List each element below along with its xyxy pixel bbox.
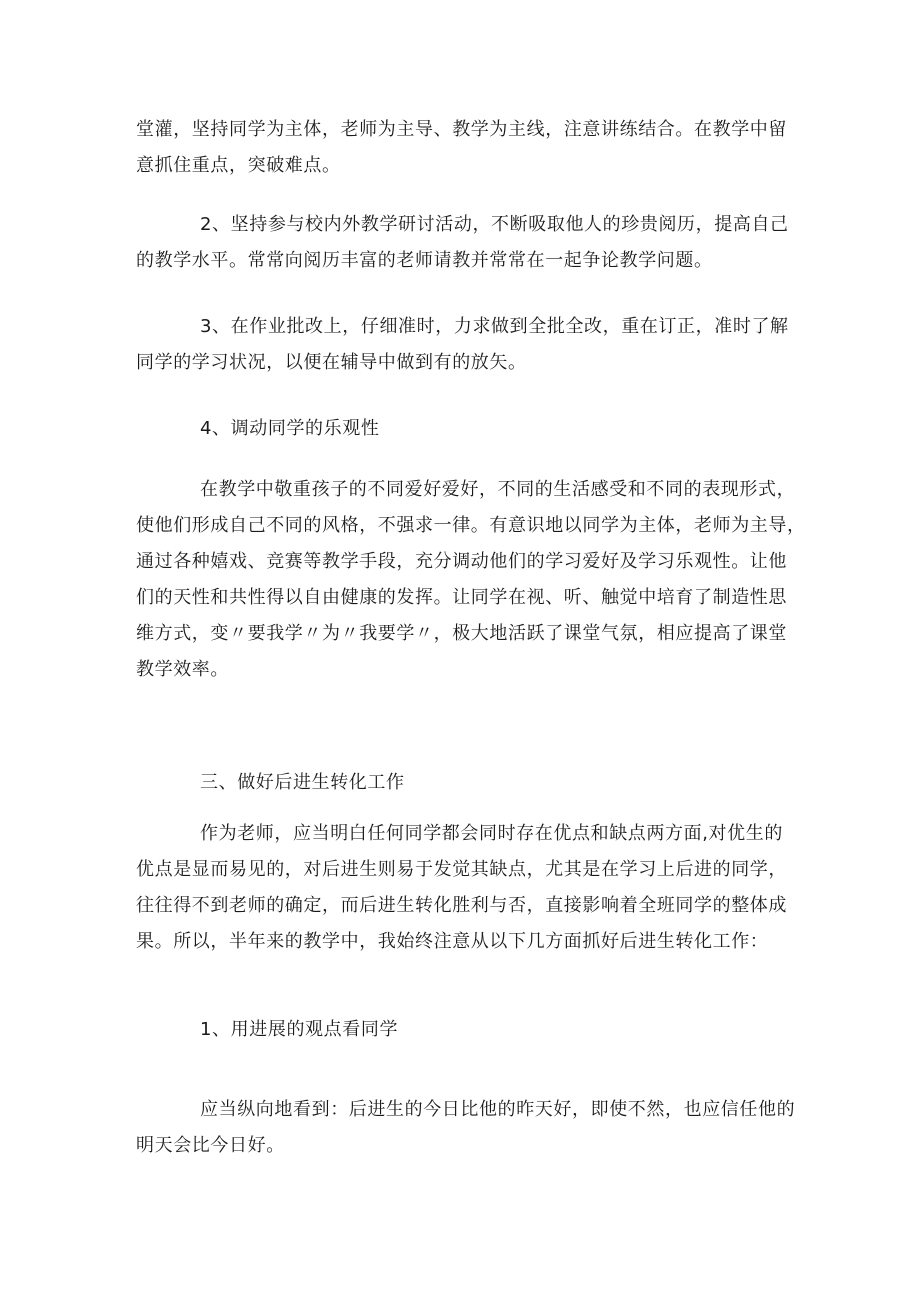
paragraph-7: [136, 816, 788, 960]
text-line: 明天会比今日好。: [136, 1135, 285, 1156]
text-line: 们的天性和共性得以自由健康的发挥。让同学在视、听、触觉中培育了制造性思: [136, 587, 787, 608]
text-line: 3、在作业批改上，仔细准时，力求做到全批全改，重在订正，准时了解: [200, 316, 789, 337]
text-line: 1、用进展的观点看同学: [200, 1019, 399, 1040]
text-line: 三、做好后进生转化工作: [200, 772, 405, 793]
text-line: 2、坚持参与校内外教学研讨活动，不断吸取他人的珍贵阅历，提高自己: [200, 214, 789, 235]
text-line: 4、调动同学的乐观性: [200, 418, 380, 439]
text-line: 优点是显而易见的，对后进生则易于发觉其缺点，尤其是在学习上后进的同学，: [136, 859, 787, 880]
paragraph-3: [136, 309, 788, 381]
text-line: 的教学水平。常常向阅历丰富的老师请教并常常在一起争论教学问题。: [136, 250, 713, 271]
paragraph-4-heading: [136, 411, 788, 447]
text-line: 应当纵向地看到：后进生的今日比他的昨天好，即使不然，也应信任他的: [200, 1099, 796, 1120]
paragraph-8-heading: [136, 1012, 788, 1048]
text-line: 果。所以，半年来的教学中，我始终注意从以下几方面抓好后进生转化工作：: [136, 931, 769, 952]
text-line: 意抓住重点，突破难点。: [136, 155, 341, 176]
text-line: 维方式，变〃要我学〃为〃我要学〃，极大地活跃了课堂气氛，相应提高了课堂: [136, 623, 787, 644]
text-line: 在教学中敬重孩子的不同爱好爱好，不同的生活感受和不同的表现形式，: [200, 479, 796, 500]
paragraph-1: [136, 112, 788, 184]
paragraph-9: [136, 1092, 796, 1164]
text-line: 通过各种嬉戏、竞赛等教学手段，充分调动他们的学习爱好及学习乐观性。让他: [136, 551, 787, 572]
text-line: 往往得不到老师的确定，而后进生转化胜利与否，直接影响着全班同学的整体成: [136, 895, 787, 916]
text-line: 作为老师，应当明白任何同学都会同时存在优点和缺点两方面,对优生的: [200, 823, 783, 844]
text-line: 堂灌，坚持同学为主体，老师为主导、教学为主线，注意讲练结合。在教学中留: [136, 119, 787, 140]
text-line: 使他们形成自己不同的风格，不强求一律。有意识地以同学为主体，老师为主导，: [136, 515, 806, 536]
section-heading: [136, 765, 788, 801]
text-line: 同学的学习状况，以便在辅导中做到有的放矢。: [136, 352, 527, 373]
paragraph-5: [136, 472, 806, 688]
text-line: 教学效率。: [136, 659, 229, 680]
paragraph-2: [136, 207, 788, 279]
